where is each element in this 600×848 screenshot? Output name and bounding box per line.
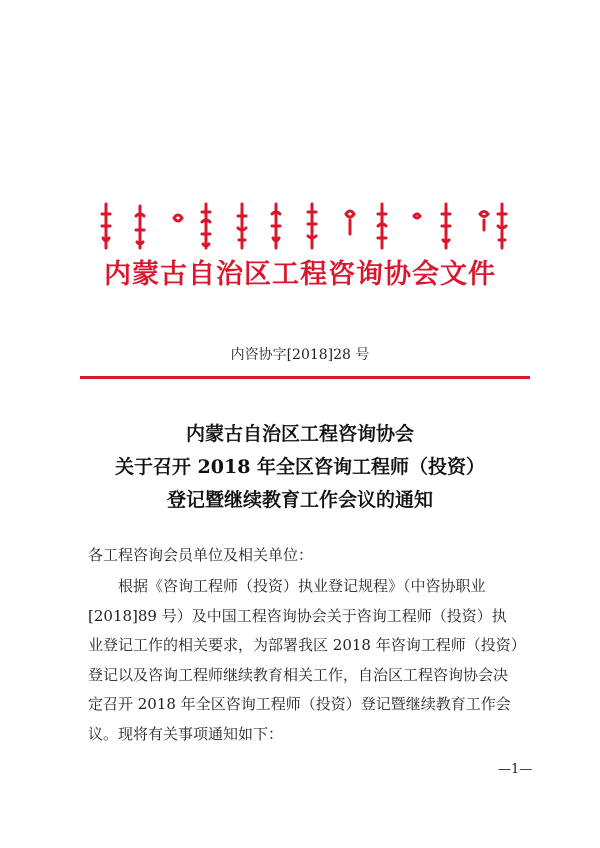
body-line: 根据《咨询工程师（投资）执业登记规程》（中咨协职业 (118, 577, 486, 595)
document-number: 内咨协字[2018]28 号 (230, 347, 370, 363)
red-divider-line (80, 376, 530, 379)
organization-title: 内蒙古自治区工程咨询协会文件 (104, 259, 496, 290)
body-line: 定召开 2018 年全区咨询工程师（投资）登记暨继续教育工作会 (88, 695, 511, 713)
notice-title-line: 登记暨继续教育工作会议的通知 (166, 489, 433, 511)
mongolian-script-header (92, 196, 512, 256)
page-number: —1— (498, 762, 533, 777)
body-line: 议。现将有关事项通知如下： (88, 724, 284, 743)
mongolian-script-graphic (92, 196, 512, 256)
body-line: [2018]89 号）及中国工程咨询协会关于咨询工程师（投资）执 (88, 606, 507, 625)
notice-title-line: 关于召开 2018 年全区咨询工程师（投资） (114, 456, 486, 478)
salutation: 各工程咨询会员单位及相关单位： (88, 546, 314, 564)
notice-title (0, 418, 600, 517)
body-line: 登记以及咨询工程师继续教育相关工作，自治区工程咨询协会决 (88, 665, 509, 684)
notice-title-line: 内蒙古自治区工程咨询协会 (185, 423, 414, 445)
body-paragraph (88, 572, 528, 749)
body-line: 业登记工作的相关要求，为部署我区 2018 年咨询工程师（投资） (88, 636, 526, 654)
